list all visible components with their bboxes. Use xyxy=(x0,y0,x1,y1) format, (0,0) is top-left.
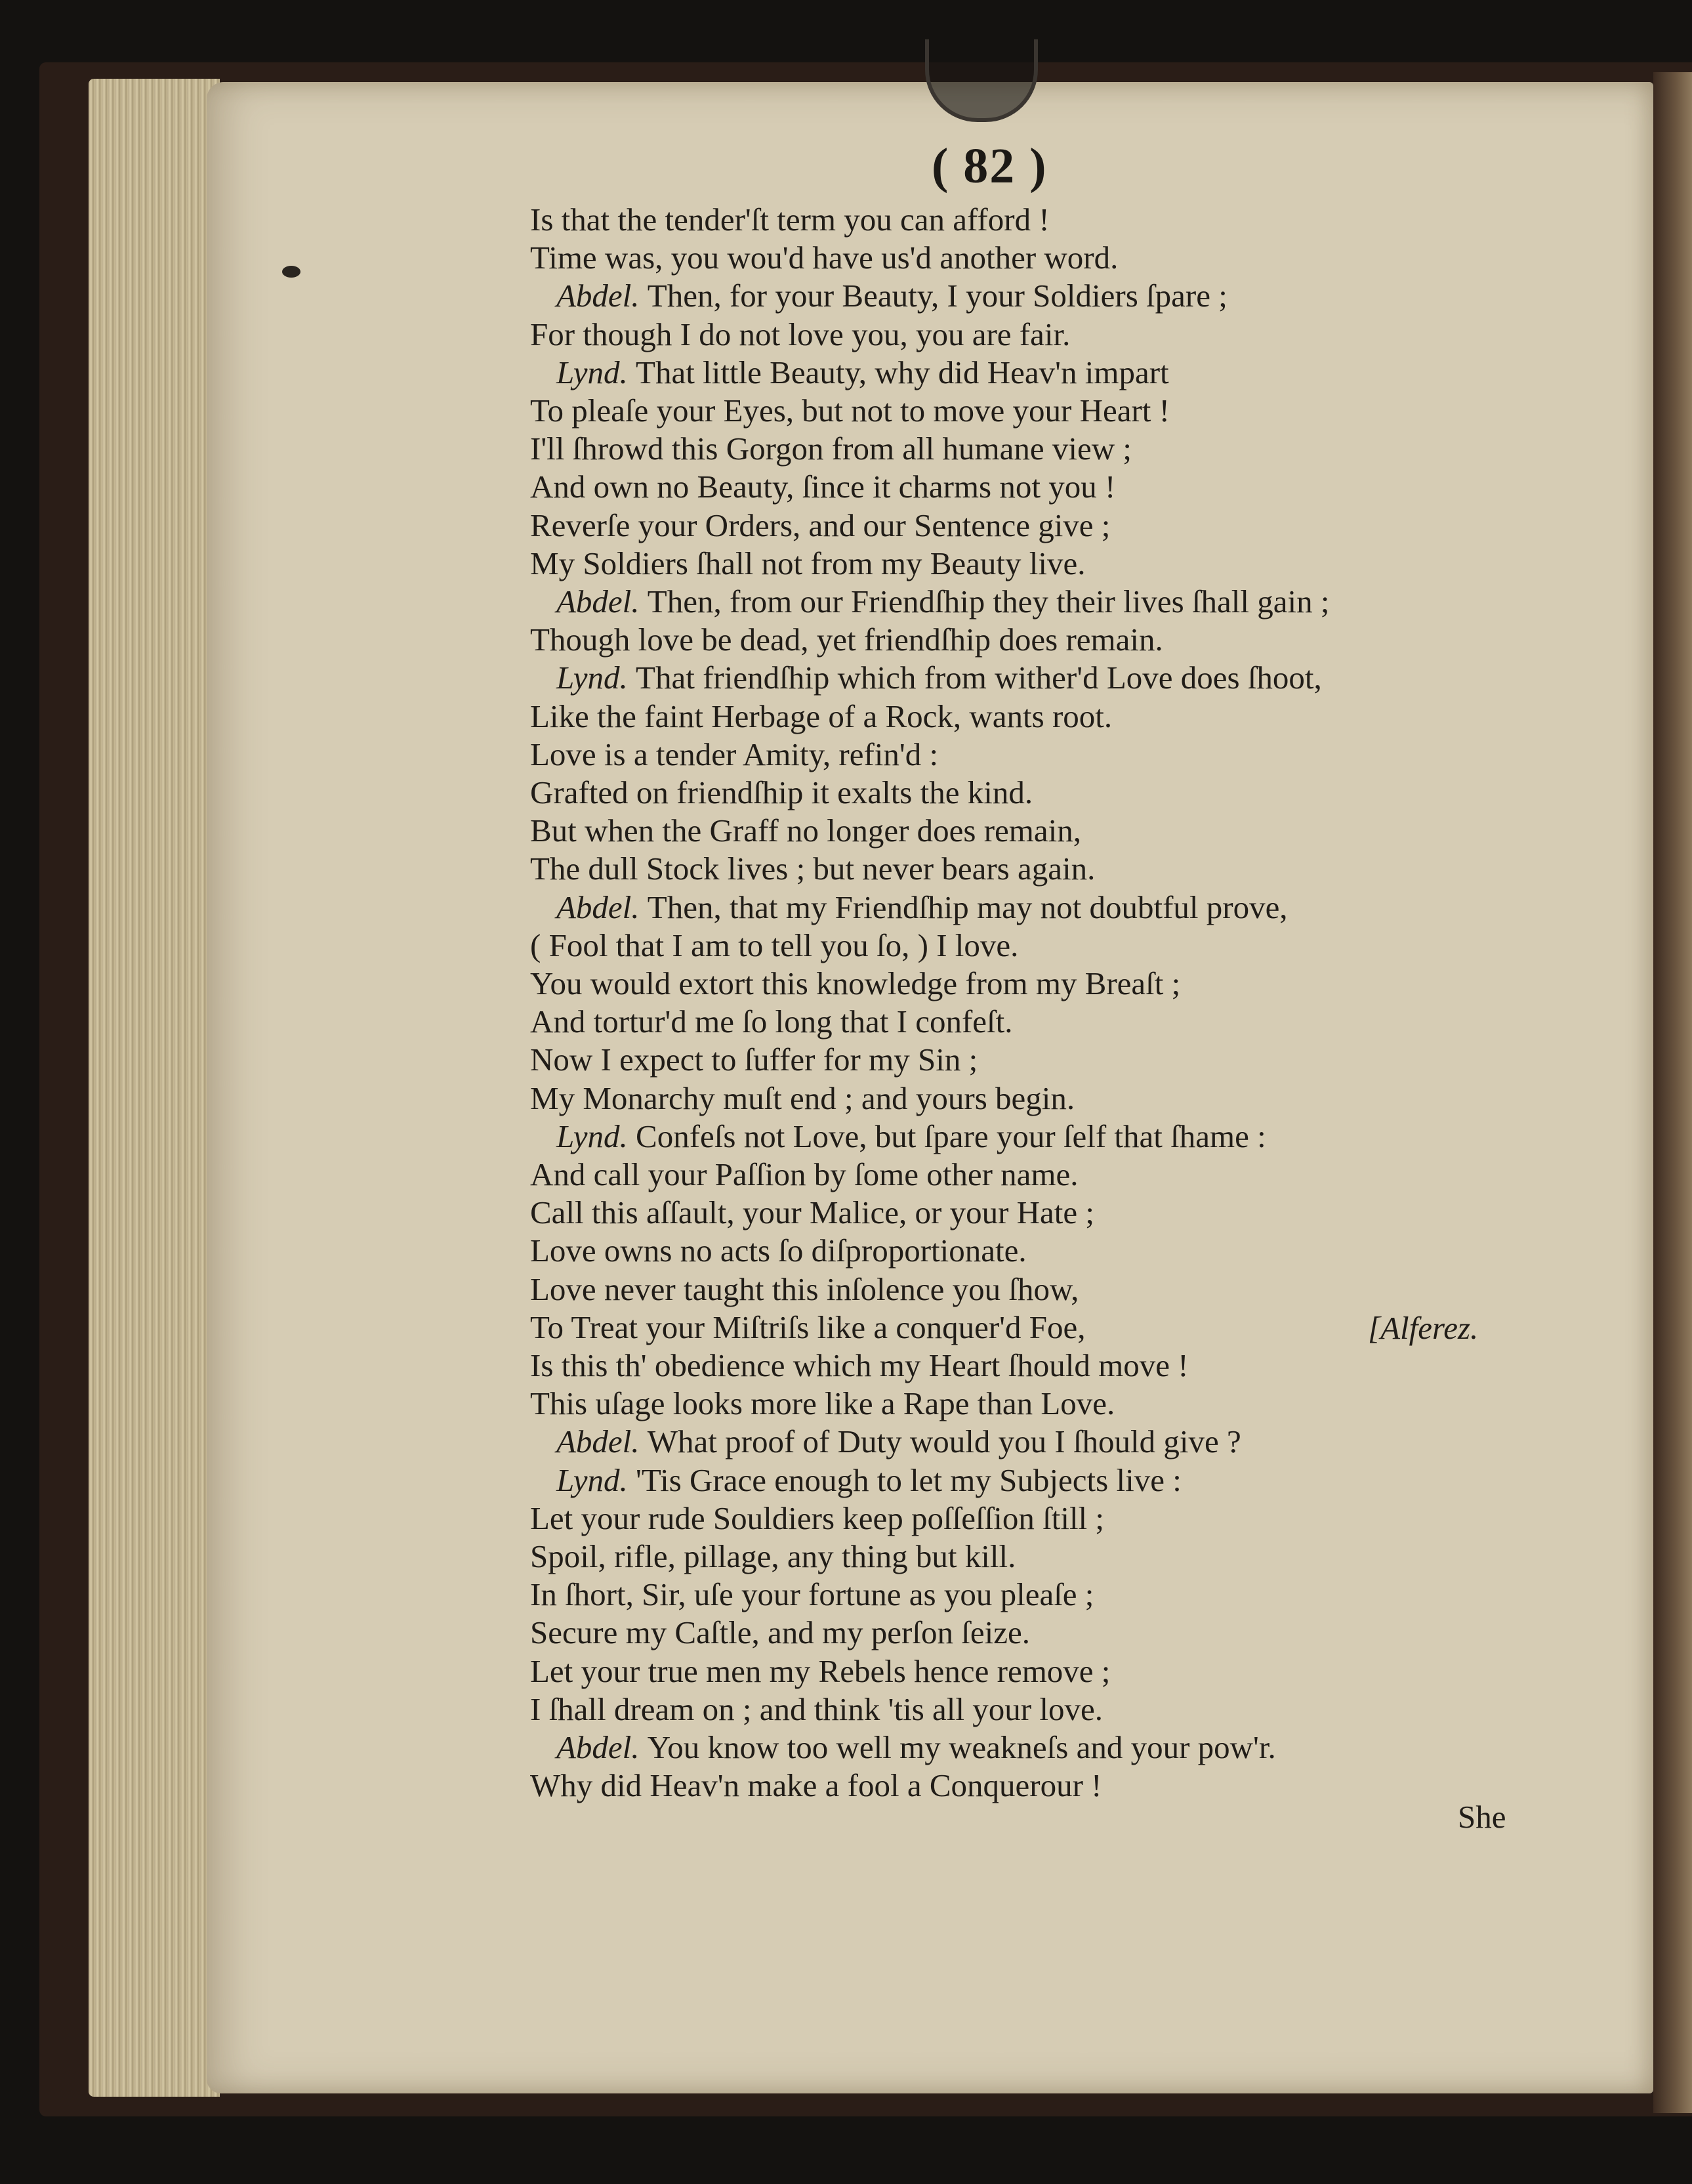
page-edges xyxy=(89,79,220,2097)
line-text: I'll ſhrowd this Gorgon from all humane view ; xyxy=(530,430,1132,467)
line-text: This uſage looks more like a Rape than Love. xyxy=(530,1385,1115,1421)
line-text: Though love be dead, yet friendſhip does remain. xyxy=(530,621,1163,658)
line-text: Time was, you wou'd have us'd another word. xyxy=(530,240,1119,276)
speaker-name: Abdel. xyxy=(556,1423,648,1460)
speaker-name: Lynd. xyxy=(556,660,636,696)
verse-line xyxy=(530,738,938,770)
verse-line xyxy=(530,1234,1027,1267)
verse-line xyxy=(530,967,1180,999)
verse-line xyxy=(530,318,1070,350)
verse-line xyxy=(530,1655,1110,1687)
line-text: The dull Stock lives ; but never bears again. xyxy=(530,850,1096,887)
verse-line xyxy=(530,814,1081,847)
verse-line xyxy=(530,700,1112,732)
verse-line xyxy=(530,1273,1079,1305)
verse-line xyxy=(530,432,1132,465)
line-text: Then, that my Friendſhip may not doubtful prove, xyxy=(647,889,1288,925)
line-text: And own no Beauty, ſince it charms not you ! xyxy=(530,469,1116,505)
speaker-name: Lynd. xyxy=(556,1118,636,1154)
line-text: To pleaſe your Eyes, but not to move your Heart ! xyxy=(530,392,1170,429)
verse-line xyxy=(530,547,1086,579)
verse-line xyxy=(530,1502,1104,1534)
line-text: And call your Paſſion by ſome other name. xyxy=(530,1156,1079,1192)
line-text: Like the faint Herbage of a Rock, wants root. xyxy=(530,698,1113,734)
speaker-name: Abdel. xyxy=(556,1729,648,1765)
speaker-name: Abdel. xyxy=(556,278,648,314)
verse-line xyxy=(530,1769,1102,1801)
verse-line xyxy=(530,1311,1085,1343)
line-text: Love owns no acts ſo diſproportionate. xyxy=(530,1232,1027,1269)
line-text: Let your rude Souldiers keep poſſeſſion ſtill ; xyxy=(530,1500,1105,1536)
verse-line xyxy=(530,394,1170,427)
line-text: That friendſhip which from wither'd Love does ſhoot, xyxy=(636,660,1322,696)
verse-line xyxy=(556,585,1329,618)
verse-line xyxy=(556,356,1169,388)
line-text: To Treat your Miſtriſs like a conquer'd Foe, xyxy=(530,1309,1086,1345)
verse-line xyxy=(530,1082,1075,1114)
speaker-name: Abdel. xyxy=(556,889,648,925)
stage-direction: [Alferez. xyxy=(1368,1310,1479,1346)
page-number: ( 82 ) xyxy=(932,138,1048,194)
speaker-name: Abdel. xyxy=(556,583,648,620)
verse-line xyxy=(530,1540,1016,1572)
line-text: In ſhort, Sir, uſe your fortune as you pleaſe ; xyxy=(530,1576,1094,1612)
verse-line xyxy=(556,1425,1241,1458)
line-text: My Soldiers ſhall not from my Beauty live. xyxy=(530,545,1086,581)
line-text: Then, for your Beauty, I your Soldiers ſpare ; xyxy=(647,278,1228,314)
line-text: Why did Heav'n make a fool a Conquerour ! xyxy=(530,1767,1102,1803)
verse-line xyxy=(556,662,1322,694)
line-text: Love never taught this inſolence you ſhow, xyxy=(530,1271,1079,1307)
line-text: Spoil, rifle, pillage, any thing but kill. xyxy=(530,1538,1016,1574)
verse-line xyxy=(530,1158,1079,1190)
line-text: Is that the tender'ſt term you can afford ! xyxy=(530,201,1050,238)
line-text: Confeſs not Love, but ſpare your ſelf that ſhame : xyxy=(636,1118,1266,1154)
line-text: Is this th' obedience which my Heart ſhould move ! xyxy=(530,1347,1189,1383)
line-text: Let your true men my Rebels hence remove ; xyxy=(530,1653,1111,1689)
verse-line xyxy=(530,1043,978,1076)
line-text: 'Tis Grace enough to let my Subjects live : xyxy=(636,1462,1182,1498)
verse-line xyxy=(530,1196,1094,1228)
verse-line xyxy=(556,280,1228,312)
verse-line xyxy=(530,1693,1103,1725)
verse-line xyxy=(530,776,1033,808)
verse-line xyxy=(530,1387,1115,1419)
line-text: What proof of Duty would you I ſhould give ? xyxy=(647,1423,1241,1460)
ink-blot xyxy=(282,266,300,278)
verse-line xyxy=(530,471,1115,503)
verse-line xyxy=(530,929,1018,961)
line-text: Love is a tender Amity, refin'd : xyxy=(530,736,939,772)
line-text: ( Fool that I am to tell you ſo, ) I love. xyxy=(530,927,1019,963)
line-text: Now I expect to ſuffer for my Sin ; xyxy=(530,1041,978,1078)
line-text: Reverſe your Orders, and our Sentence give ; xyxy=(530,507,1111,543)
line-text: And tortur'd me ſo long that I confeſt. xyxy=(530,1003,1013,1040)
line-text: Then, from our Friendſhip they their lives ſhall gain ; xyxy=(647,583,1330,620)
verse-line xyxy=(530,1578,1094,1610)
line-text: You know too well my weakneſs and your pow'r. xyxy=(647,1729,1276,1765)
speaker-name: Lynd. xyxy=(556,1462,636,1498)
line-text: Grafted on friendſhip it exalts the kind. xyxy=(530,774,1033,810)
line-text: You would extort this knowledge from my Breaſt ; xyxy=(530,965,1181,1001)
verse-line xyxy=(530,509,1110,541)
line-text: Call this aſſault, your Malice, or your Hate ; xyxy=(530,1194,1095,1230)
line-text: My Monarchy muſt end ; and yours begin. xyxy=(530,1080,1075,1116)
verse-line xyxy=(556,1464,1182,1496)
verse-line xyxy=(530,1005,1013,1038)
line-text: That little Beauty, why did Heav'n impart xyxy=(636,354,1169,390)
line-text: But when the Graff no longer does remain, xyxy=(530,812,1082,849)
verse-line xyxy=(556,1731,1276,1763)
verse-line xyxy=(530,852,1095,885)
speaker-name: Lynd. xyxy=(556,354,636,390)
verse-line xyxy=(530,242,1118,274)
catchword: She xyxy=(1458,1799,1506,1835)
verse-line xyxy=(530,203,1050,236)
verse-line xyxy=(530,1349,1189,1381)
verse-line xyxy=(530,1616,1030,1648)
verse-line xyxy=(556,891,1288,923)
line-text: Secure my Caſtle, and my perſon ſeize. xyxy=(530,1614,1030,1650)
line-text: I ſhall dream on ; and think 'tis all your love. xyxy=(530,1691,1103,1727)
line-text: For though I do not love you, you are fair. xyxy=(530,316,1071,352)
verse-line xyxy=(530,623,1163,656)
verse-line xyxy=(556,1120,1266,1152)
facing-page-edge xyxy=(1653,72,1692,2113)
